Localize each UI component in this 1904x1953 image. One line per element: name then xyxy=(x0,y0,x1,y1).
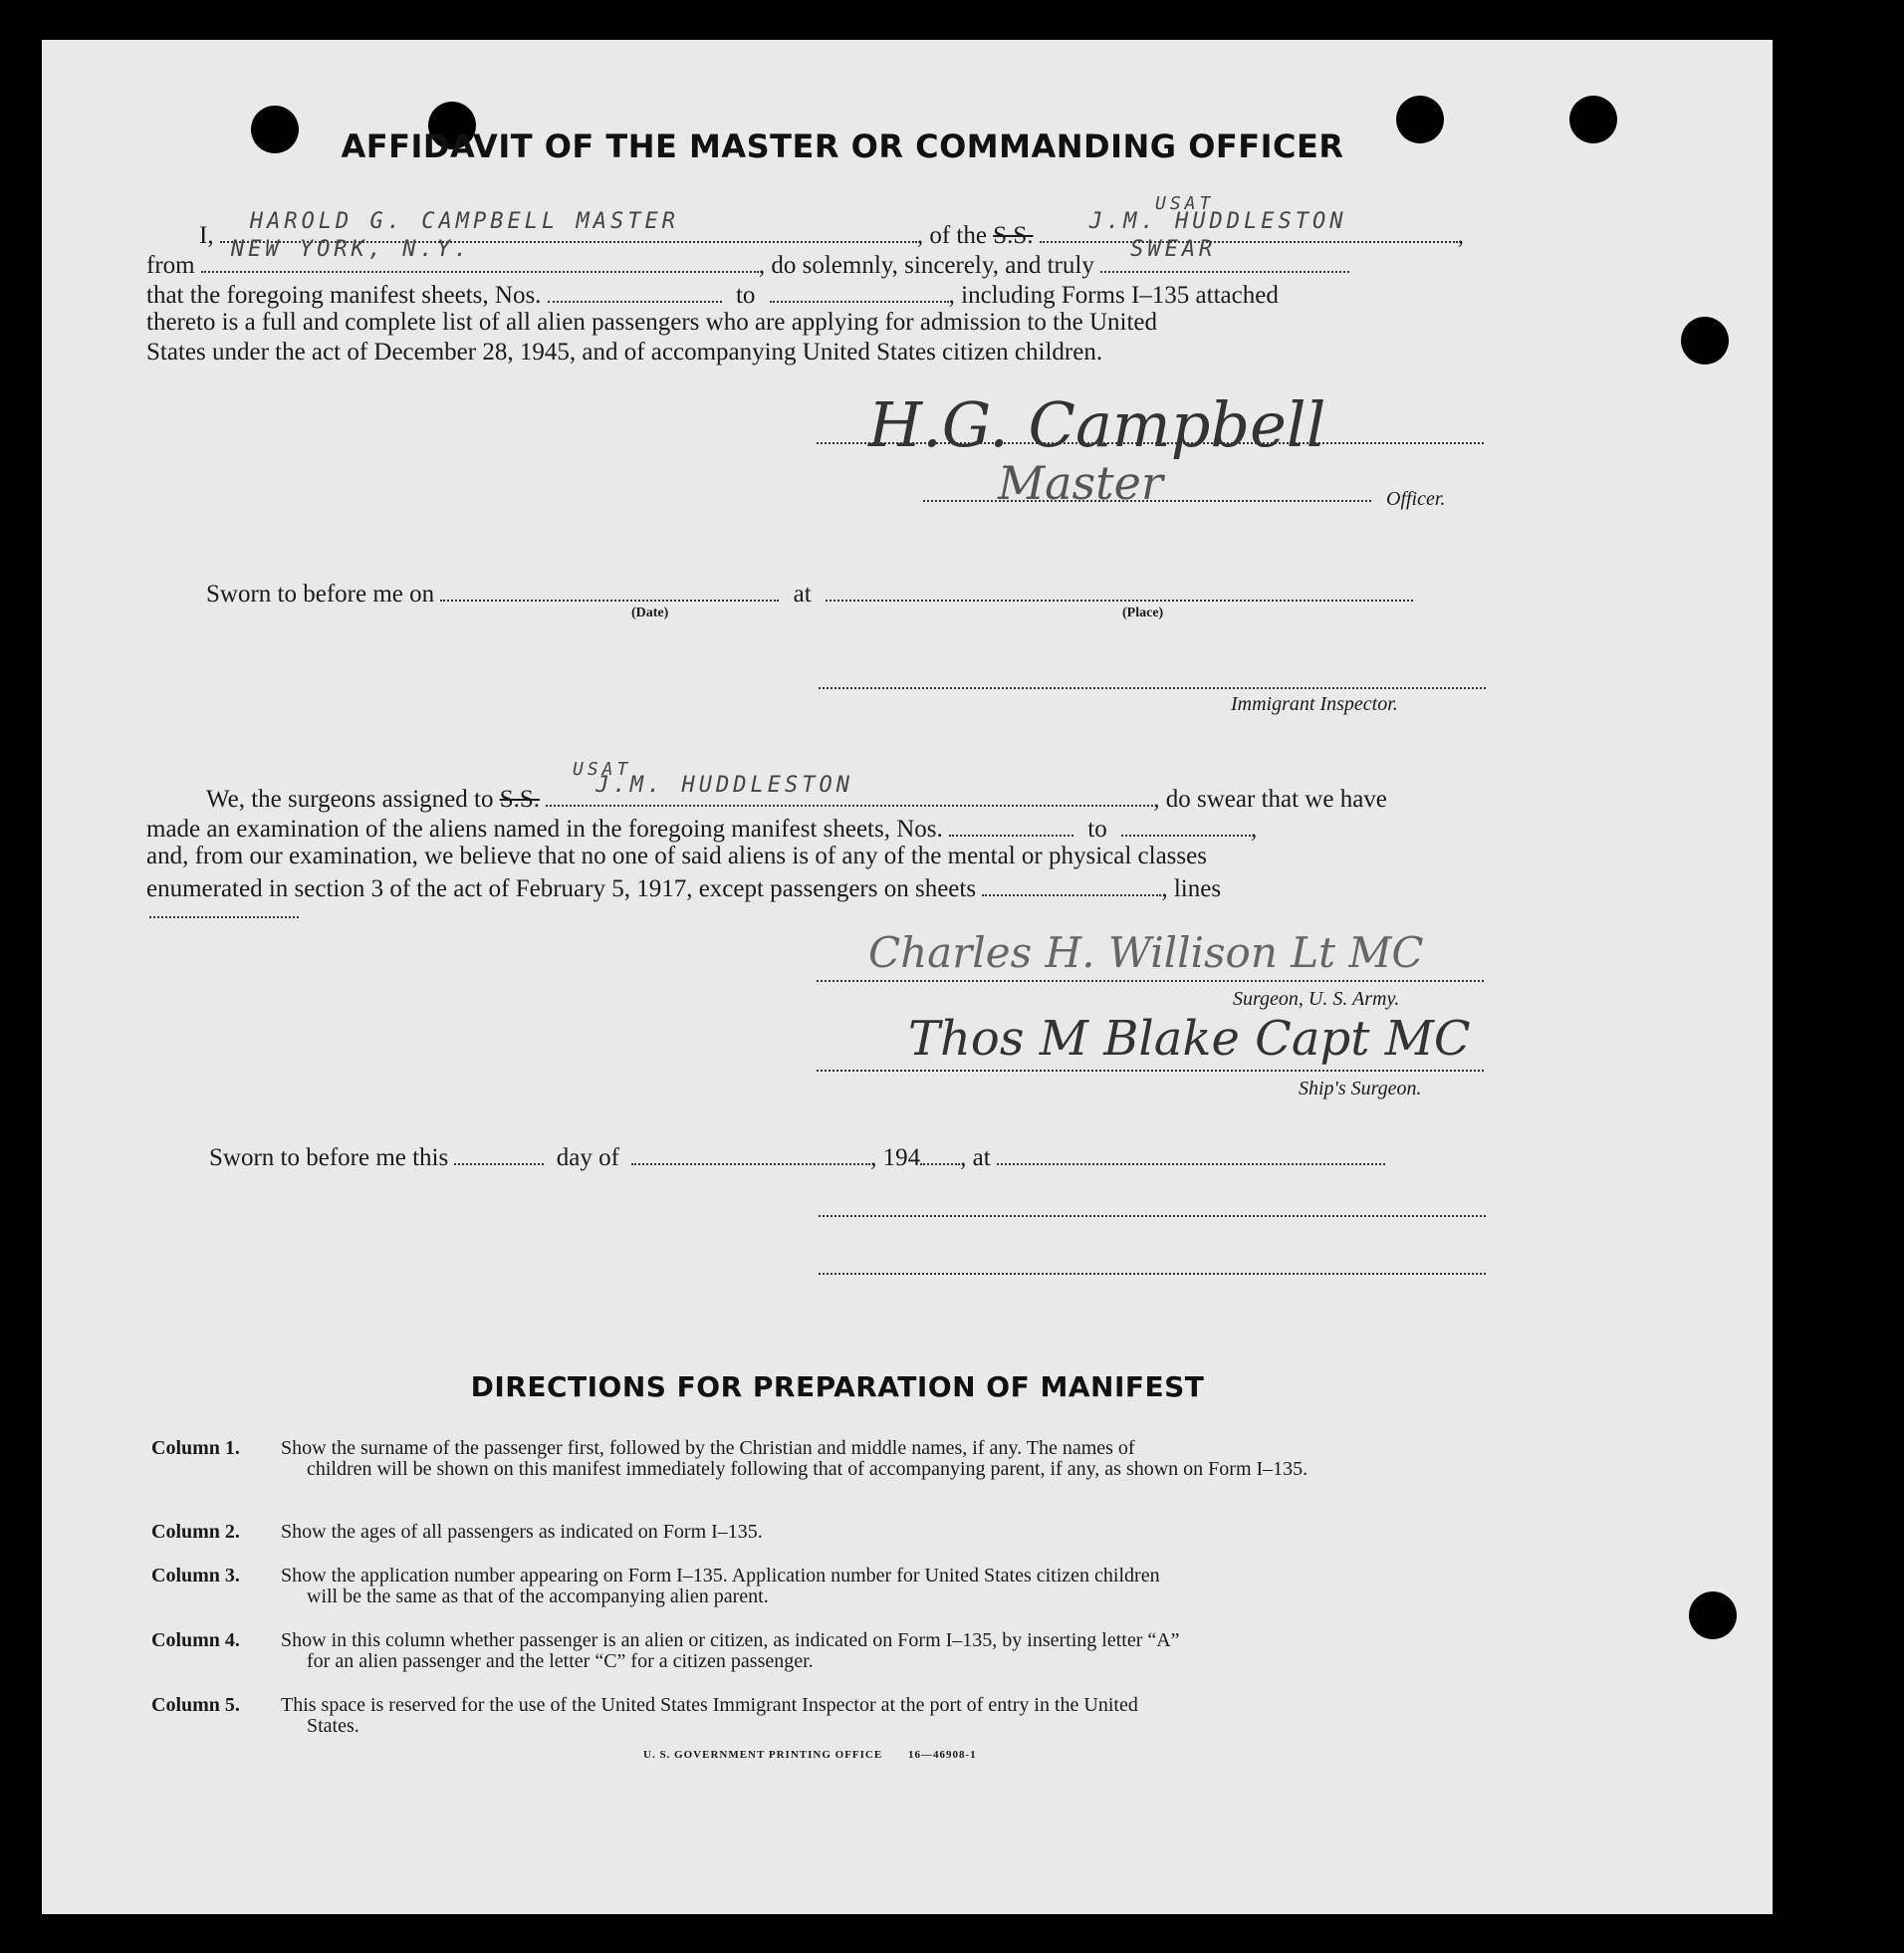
vessel-prefix-handwritten: USAT xyxy=(1155,193,1215,214)
from-place-field xyxy=(201,237,759,273)
master-signature: H.G. Campbell xyxy=(868,388,1326,461)
surgeons-vessel-prefix-handwritten: USAT xyxy=(573,759,632,780)
sworn-date-field xyxy=(440,578,779,602)
surgeons-vessel-field xyxy=(546,773,1153,807)
form-code: 16—46908-1 xyxy=(908,1749,977,1761)
punch-hole xyxy=(1689,1591,1737,1639)
direction-text-cont: States. xyxy=(307,1715,359,1737)
direction-text: Show the ages of all passengers as indicated on Form I–135. xyxy=(281,1521,763,1543)
place-caption: (Place) xyxy=(1122,606,1164,620)
lines-field xyxy=(149,916,299,918)
direction-text: This space is reserved for the use of the United States Immigrant Inspector at the port of entry in the United xyxy=(281,1694,1138,1716)
sworn-place-field xyxy=(826,578,1413,602)
sworn-this-text: Sworn to before me this xyxy=(209,1144,449,1171)
affidavit-line-2 xyxy=(146,237,1486,280)
inspector-caption: Immigrant Inspector. xyxy=(1231,693,1398,715)
vessel-prefix-printed: S.S. xyxy=(993,222,1034,249)
affidavit-line-5: States under the act of December 28, 1945, and of accompanying United States citizen children. xyxy=(146,339,1103,366)
army-surgeon-caption: Surgeon, U. S. Army. xyxy=(1233,988,1400,1010)
direction-text: Show in this column whether passenger is an alien or citizen, as indicated on Form I–135, by inserting letter “A” xyxy=(281,1629,1180,1651)
sworn-on-text: Sworn to before me on xyxy=(206,581,435,608)
direction-text-cont: children will be shown on this manifest immediately following that of accompanying parent, if any, as shown on Form I–135. xyxy=(307,1458,1309,1480)
comma: , xyxy=(1250,816,1258,843)
sworn-year-field xyxy=(920,1141,960,1165)
master-title-signature: Master xyxy=(998,456,1163,510)
sworn-month-field xyxy=(631,1141,870,1165)
surgeons-line-2 xyxy=(146,813,1486,844)
directions-title: DIRECTIONS FOR PREPARATION OF MANIFEST xyxy=(470,1370,1205,1403)
oath-field xyxy=(1100,237,1349,273)
direction-label: Column 2. xyxy=(151,1521,240,1543)
sworn-line-2 xyxy=(209,1141,1548,1172)
oath-value: SWEAR xyxy=(1130,237,1217,262)
sworn2-signature-line-1 xyxy=(819,1215,1486,1217)
surgeon-sheet-to-field xyxy=(1121,813,1251,837)
printer-imprint: U. S. GOVERNMENT PRINTING OFFICE xyxy=(643,1749,883,1761)
direction-label: Column 1. xyxy=(151,1437,240,1459)
affidavit-of-the: , of the xyxy=(916,222,987,249)
solemnly-text: , do solemnly, sincerely, and truly xyxy=(758,252,1094,279)
sworn2-signature-line-2 xyxy=(819,1273,1486,1275)
to-label: to xyxy=(735,282,756,309)
do-swear-text: , do swear that we have xyxy=(1153,786,1387,813)
year-prefix: , 194 xyxy=(870,1144,921,1171)
from-label: from xyxy=(146,252,195,279)
document-page xyxy=(42,40,1773,1914)
surgeons-line-4 xyxy=(146,872,1486,903)
vessel-name-field xyxy=(1040,209,1458,243)
direction-text-cont: for an alien passenger and the letter “C” for a citizen passenger. xyxy=(307,1650,814,1672)
sworn-line-1 xyxy=(206,578,1546,609)
sworn-at-label: at xyxy=(793,581,812,608)
direction-text: Show the application number appearing on Form I–135. Application number for United States citizen children xyxy=(281,1565,1160,1587)
except-sheets-field xyxy=(982,872,1161,896)
affidavit-i: I, xyxy=(199,222,214,249)
punch-hole xyxy=(1681,317,1729,365)
sworn2-at-label: , at xyxy=(960,1144,991,1171)
examination-text: made an examination of the aliens named in the foregoing manifest sheets, Nos. xyxy=(146,816,943,843)
section-3-text: enumerated in section 3 of the act of February 5, 1917, except passengers on sheets xyxy=(146,875,977,902)
ship-surgeon-signature: Thos M Blake Capt MC xyxy=(908,1011,1471,1067)
vessel-name-value: J.M. HUDDLESTON xyxy=(1088,209,1347,234)
manifest-sheets-text: that the foregoing manifest sheets, Nos. xyxy=(146,282,542,309)
lines-label: , lines xyxy=(1161,875,1222,902)
direction-label: Column 4. xyxy=(151,1629,240,1651)
army-surgeon-line xyxy=(817,980,1484,982)
from-place-value: NEW YORK, N.Y. xyxy=(230,237,472,262)
direction-label: Column 3. xyxy=(151,1565,240,1587)
sheet-to-field xyxy=(770,279,949,303)
surgeons-line-1 xyxy=(206,759,1546,814)
direction-text: Show the surname of the passenger first, followed by the Christian and middle names, if any. The names of xyxy=(281,1437,1135,1459)
surgeon-to-label: to xyxy=(1087,816,1107,843)
surgeons-assigned-text: We, the surgeons assigned to xyxy=(206,786,494,813)
sworn-day-field xyxy=(454,1141,544,1165)
ship-surgeon-caption: Ship's Surgeon. xyxy=(1299,1078,1422,1099)
surgeon-sheet-from-field xyxy=(949,813,1073,837)
inspector-signature-line xyxy=(819,687,1486,689)
day-of-label: day of xyxy=(556,1144,619,1171)
date-caption: (Date) xyxy=(631,606,669,620)
affidavit-title: AFFIDAVIT OF THE MASTER OR COMMANDING OFFICER xyxy=(341,127,1344,165)
direction-text-cont: will be the same as that of the accompanying alien parent. xyxy=(307,1586,769,1607)
officer-caption: Officer. xyxy=(1386,488,1446,510)
surgeons-line-3: and, from our examination, we believe that no one of said aliens is of any of the mental or physical classes xyxy=(146,843,1207,869)
affidavit-line-3 xyxy=(146,279,1486,310)
sheet-from-field xyxy=(548,279,722,303)
army-surgeon-signature: Charles H. Willison Lt MC xyxy=(868,928,1424,977)
master-name-value: HAROLD G. CAMPBELL MASTER xyxy=(249,209,679,234)
affidavit-line-4: thereto is a full and complete list of all alien passengers who are applying for admission to the United xyxy=(146,309,1158,336)
ship-surgeon-line xyxy=(817,1070,1484,1072)
surgeons-vessel-prefix-printed: S.S. xyxy=(499,786,541,813)
affidavit-line-1: I, HAROLD G. CAMPBELL MASTER , of the S.S. USAT J.M. HUDDLESTON , xyxy=(199,193,1465,249)
sworn2-place-field xyxy=(997,1141,1385,1165)
surgeons-vessel-name: J.M. HUDDLESTON xyxy=(595,773,853,798)
including-forms-text: , including Forms I–135 attached xyxy=(948,282,1279,309)
direction-label: Column 5. xyxy=(151,1694,240,1716)
